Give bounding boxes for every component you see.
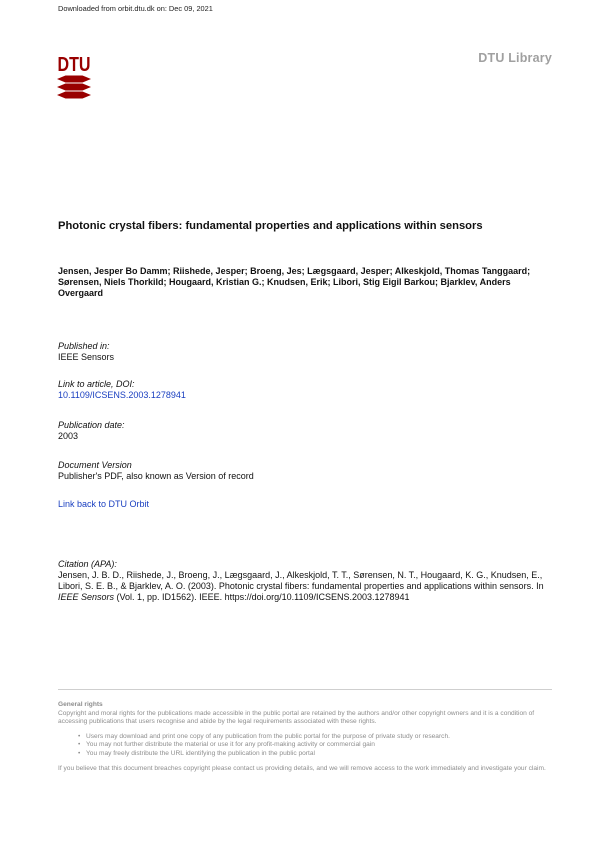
dtu-logo [57, 53, 91, 103]
citation-text-part2: (Vol. 1, pp. ID1562). IEEE. https://doi.org/10.1109/ICSENS.2003.1278941 [114, 592, 410, 602]
rights-bullet-list [58, 733, 552, 759]
rights-bullet: • Users may download and print one copy of any publication from the public portal for the purpose of private study or research. [86, 733, 552, 742]
document-title: Photonic crystal fibers: fundamental properties and applications within sensors [58, 220, 483, 232]
publication-date-label: Publication date: [58, 420, 125, 430]
dtu-orbit-link[interactable]: Link back to DTU Orbit [58, 499, 150, 509]
download-notice: Downloaded from orbit.dtu.dk on: Dec 09, 2021 [58, 4, 213, 13]
document-version-value: Publisher's PDF, also known as Version of record [58, 471, 254, 481]
dtu-logo-text: DTU [57, 54, 91, 76]
dtu-logo-chevrons [57, 76, 91, 99]
citation-journal: IEEE Sensors [58, 592, 115, 602]
document-version-section [58, 460, 548, 482]
citation-label: Citation (APA): [58, 559, 117, 569]
doi-link[interactable]: 10.1109/ICSENS.2003.1278941 [58, 390, 186, 400]
general-rights-section [58, 701, 552, 773]
doi-section [58, 379, 548, 401]
published-in-label: Published in: [58, 341, 110, 351]
document-version-label: Document Version [58, 460, 132, 470]
takedown-notice: If you believe that this document breaches copyright please contact us providing details, and we will remove access to the work immediately and investigate your claim. [58, 764, 546, 772]
published-in-value: IEEE Sensors [58, 352, 115, 362]
publication-date-value: 2003 [58, 431, 79, 441]
publication-date-section [58, 420, 548, 442]
citation-section [58, 559, 548, 603]
rights-bullet: • You may freely distribute the URL identifying the publication in the public portal [86, 750, 552, 759]
published-in-section [58, 341, 548, 363]
citation-text-part1: Jensen, J. B. D., Riishede, J., Broeng, J., Lægsgaard, J., Alkeskjold, T. T., Sørensen, N. T., Hougaard, K. G., Knudsen, E., Libori, S. E. B., & Bjarklev, A. O. (2003). Photonic crystal fibers: fundamental properties and applications within sensors. In [58, 570, 544, 591]
dtu-logo-graphic [57, 53, 91, 103]
dtu-library-logo: DTU Library [478, 51, 552, 65]
author-list: Jensen, Jesper Bo Damm; Riishede, Jesper; Broeng, Jes; Lægsgaard, Jesper; Alkeskjold, Thomas Tanggaard; Sørensen, Niels Thorkild; Hougaard, Kristian G.; Knudsen, Erik; Libori, Stig Eigil Barkou; Bjarklev, Anders Overgaard [58, 266, 531, 298]
rights-bullet: • You may not further distribute the material or use it for any profit-making activity or commercial gain [86, 741, 552, 750]
general-rights-heading: General rights [58, 701, 103, 708]
divider-line [58, 689, 552, 690]
doi-label: Link to article, DOI: [58, 379, 135, 389]
general-rights-paragraph: Copyright and moral rights for the publications made accessible in the public portal are retained by the authors and/or other copyright owners and it is a condition of accessing publications that users recognise and abide by the legal requirements associated with these rights. [58, 709, 535, 726]
